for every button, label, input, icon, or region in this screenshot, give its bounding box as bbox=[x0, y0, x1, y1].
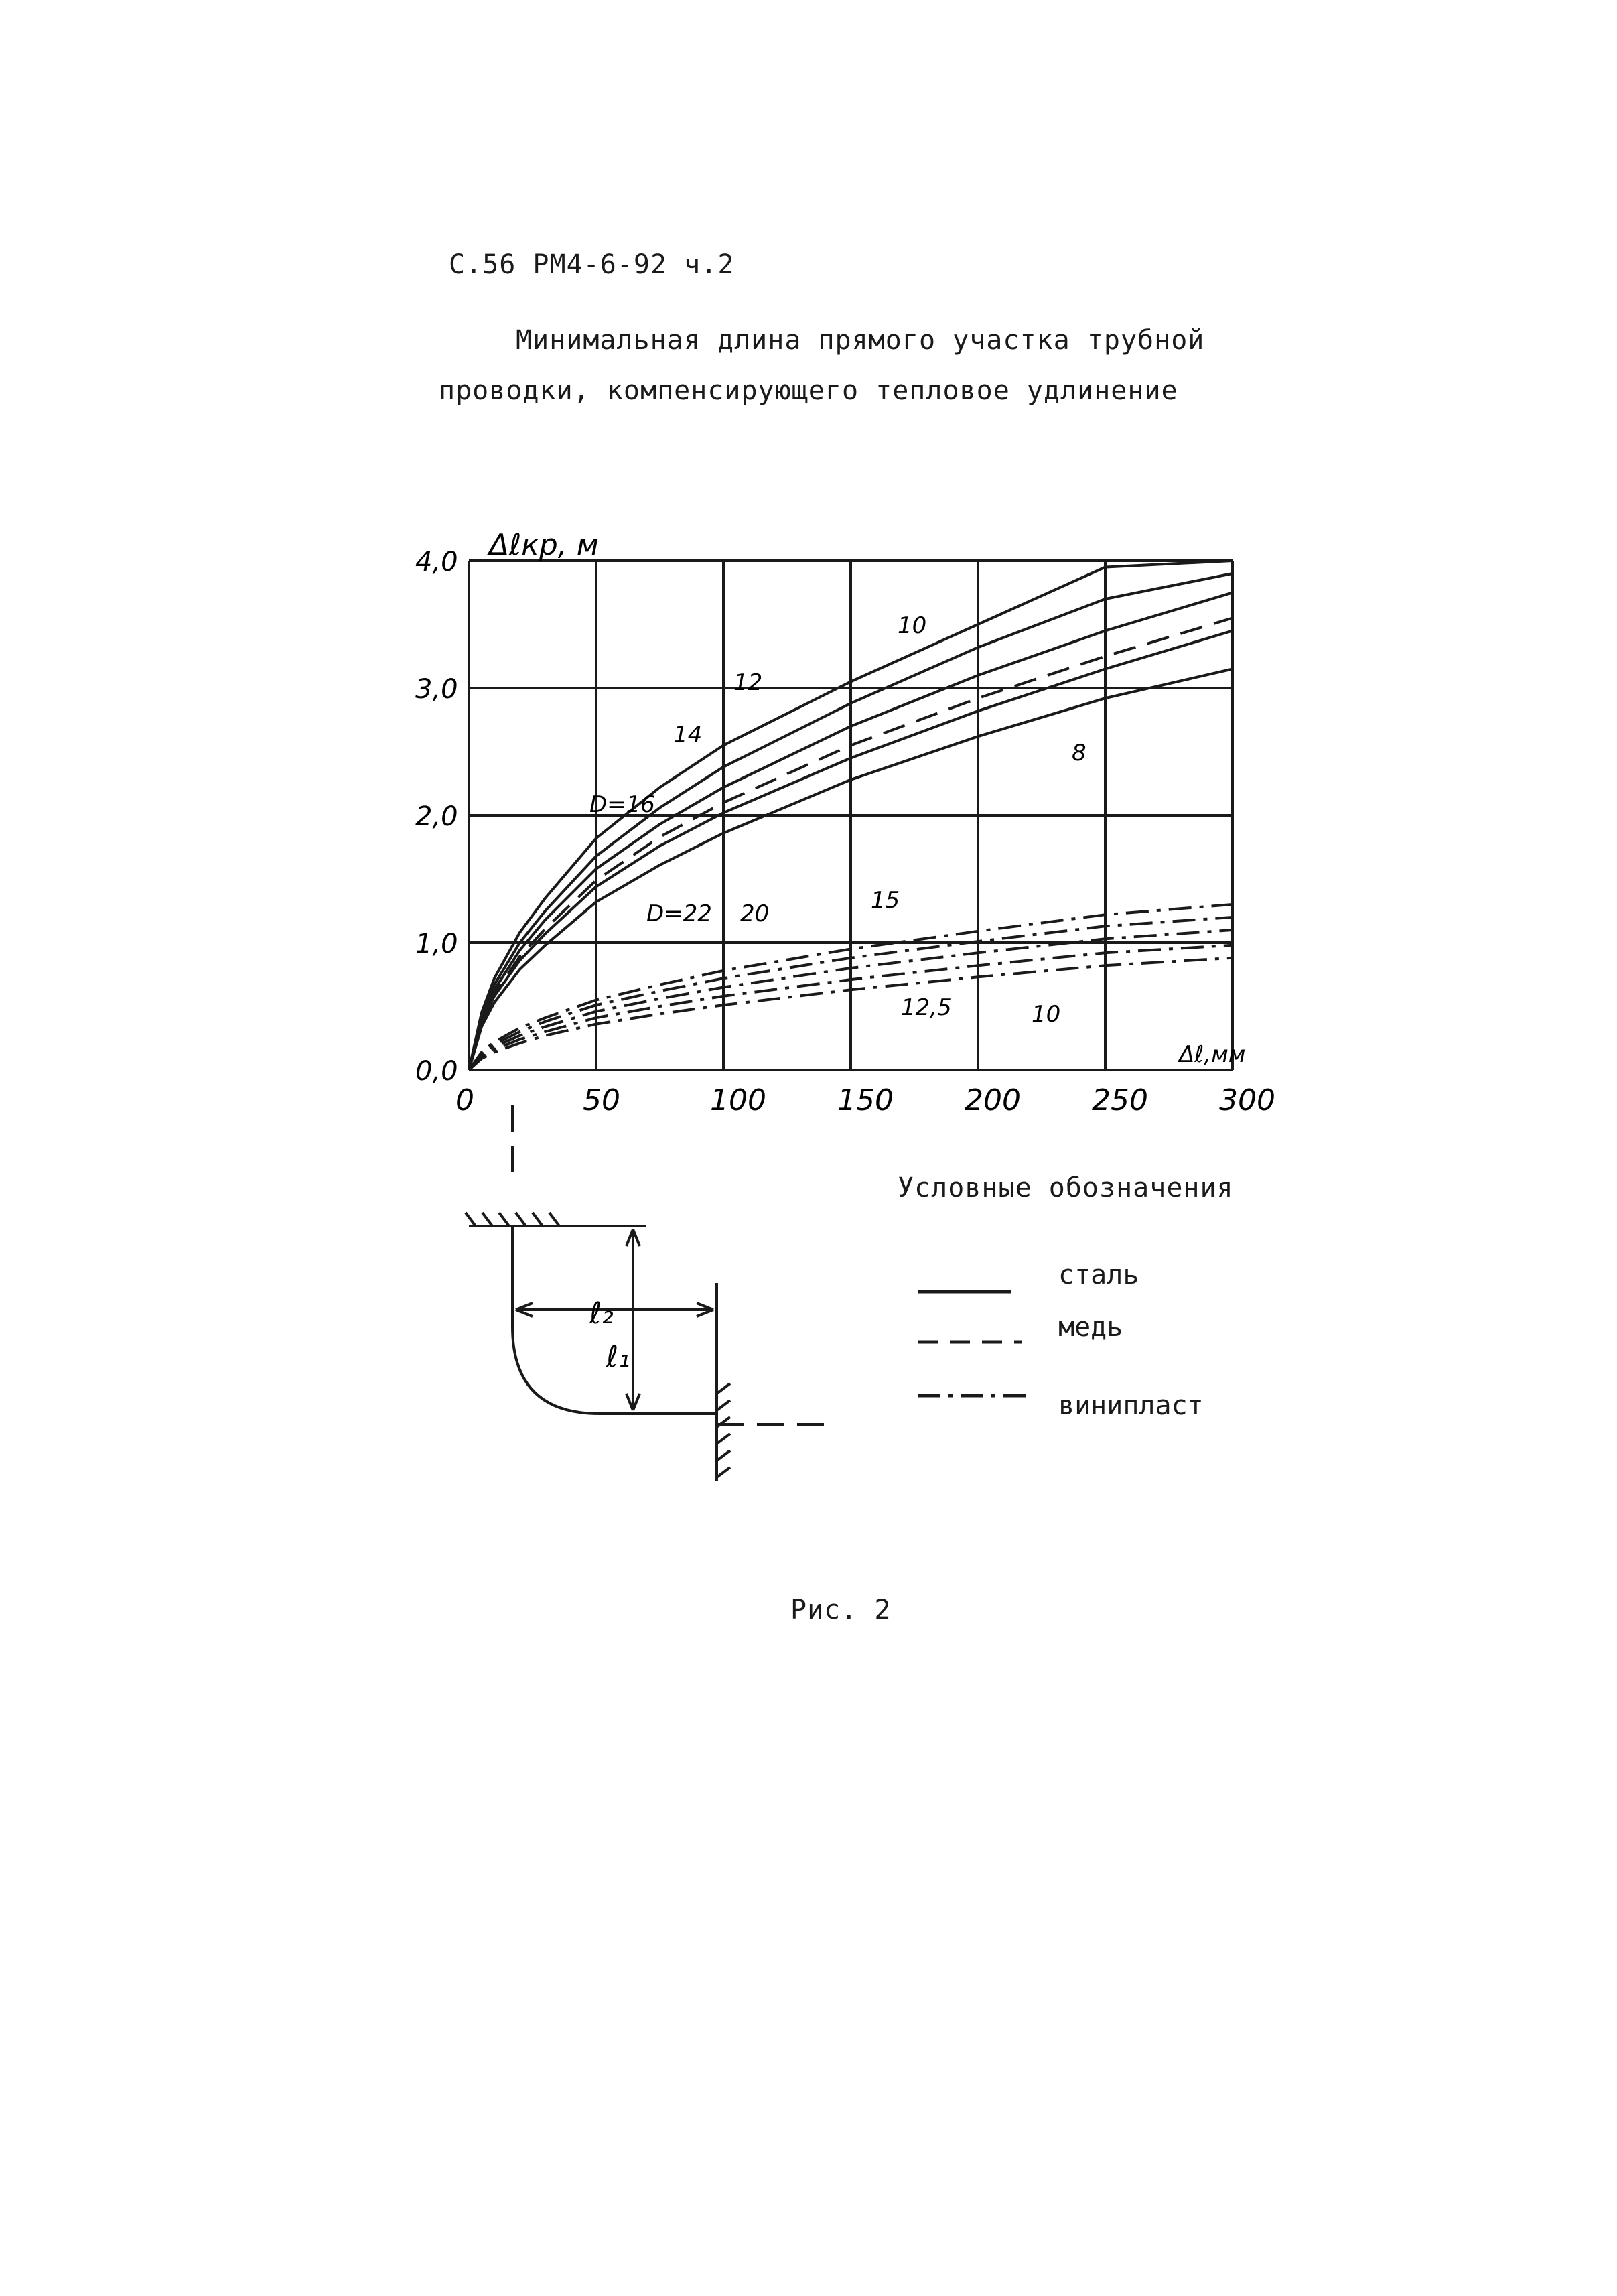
l1-label: ℓ₁ bbox=[606, 1340, 630, 1374]
x-tick-label: 0 bbox=[455, 1083, 474, 1118]
legend-label-steel: сталь bbox=[1058, 1260, 1139, 1290]
x-tick-label: 100 bbox=[710, 1083, 766, 1118]
y-tick-label: 4,0 bbox=[415, 547, 458, 578]
chart-grid bbox=[469, 561, 1233, 1070]
series-label: 14 bbox=[673, 722, 703, 748]
x-axis-label: Δℓ,мм bbox=[1179, 1041, 1246, 1068]
y-tick-label: 3,0 bbox=[415, 674, 458, 705]
legend-title: Условные обозначения bbox=[898, 1172, 1234, 1203]
y-tick-label: 0,0 bbox=[415, 1056, 458, 1087]
y-axis-label: Δℓкр, м bbox=[489, 528, 599, 562]
series-label: 15 bbox=[871, 887, 900, 914]
x-tick-label: 250 bbox=[1092, 1083, 1148, 1118]
y-tick-label: 2,0 bbox=[415, 801, 458, 832]
chart-title-line-2: проводки, компенсирующего тепловое удлинение bbox=[439, 375, 1178, 406]
legend-label-copper: медь bbox=[1058, 1312, 1123, 1343]
figure-caption: Рис. 2 bbox=[790, 1595, 892, 1625]
document-code: С.56 РМ4-6-92 ч.2 bbox=[449, 249, 735, 280]
l2-label: ℓ₂ bbox=[589, 1296, 614, 1331]
series-label: 10 bbox=[898, 612, 927, 639]
pipe-bend-diagram bbox=[466, 1105, 837, 1481]
x-tick-label: 50 bbox=[583, 1083, 620, 1118]
y-tick-label: 1,0 bbox=[415, 929, 458, 959]
series-label: 20 bbox=[740, 900, 770, 927]
chart-title-line-1: Минимальная длина прямого участка трубной bbox=[516, 325, 1205, 356]
series-label: 8 bbox=[1072, 740, 1086, 766]
x-tick-label: 200 bbox=[965, 1083, 1021, 1118]
series-label: 12 bbox=[733, 669, 763, 696]
series-label: 12,5 bbox=[901, 994, 952, 1021]
series-labels bbox=[589, 612, 1086, 1028]
series-label: D=16 bbox=[589, 791, 655, 818]
legend-label-vinyl: винипласт bbox=[1058, 1390, 1204, 1421]
x-tick-label: 300 bbox=[1219, 1083, 1275, 1118]
series-label: 10 bbox=[1032, 1001, 1061, 1028]
series-label: D=22 bbox=[646, 900, 712, 927]
x-tick-label: 150 bbox=[837, 1083, 894, 1118]
